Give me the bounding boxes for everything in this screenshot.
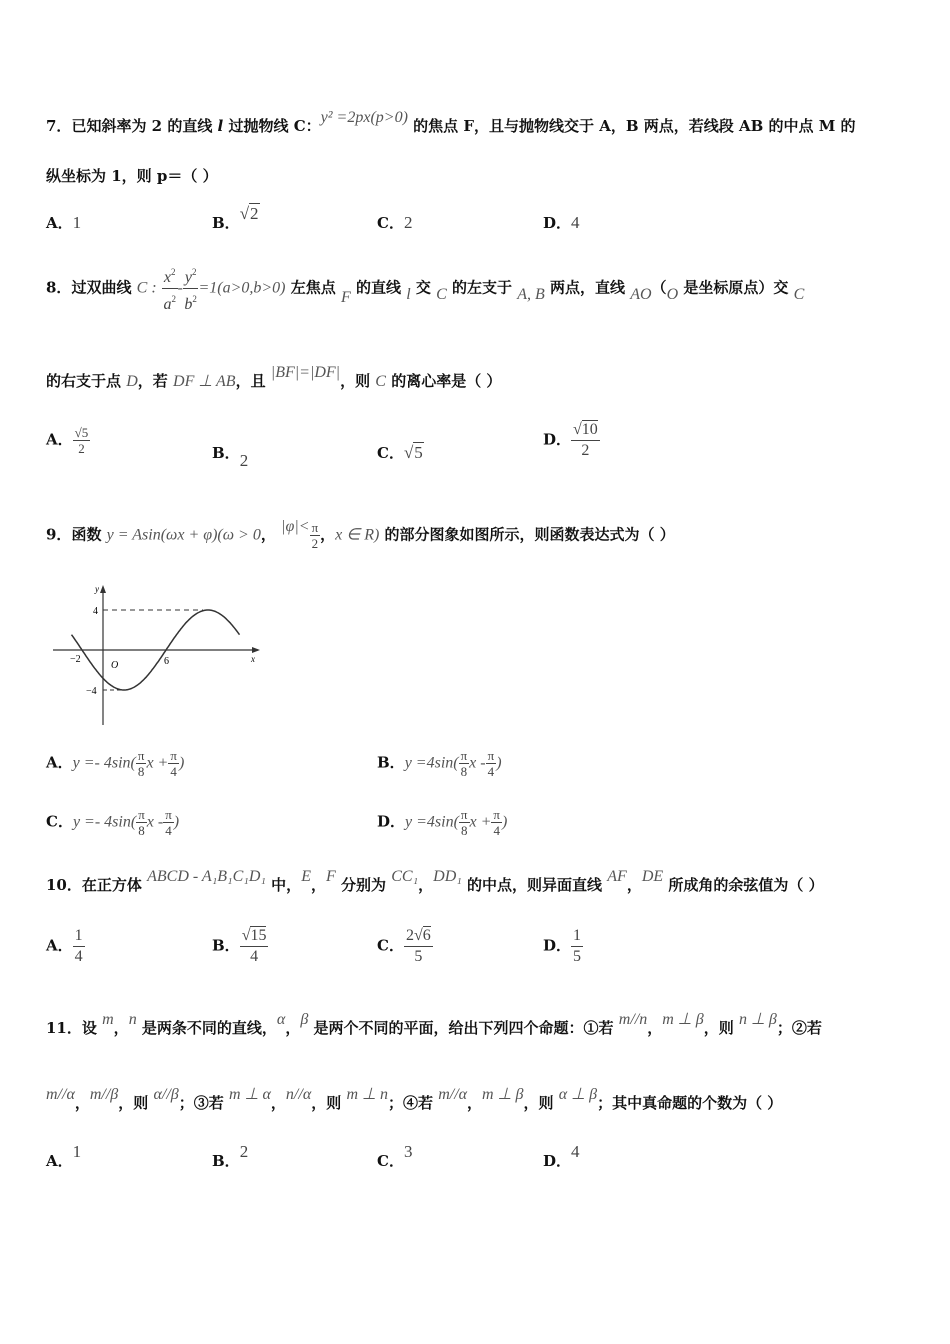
graph-x-label: x [251, 654, 255, 664]
q7-option-a-label: A． [46, 214, 73, 232]
q7-line2 [46, 165, 218, 186]
q9-sine-graph [48, 580, 268, 730]
q7-text1: 已知斜率为 2 的直线 [71, 117, 218, 135]
q9-option-c-frac1: $\frac{\pi}{8}$ [138, 807, 145, 838]
q11-option-c-value: 3 [403, 1142, 413, 1161]
q7-text2: 过抛物线 C： [223, 117, 321, 135]
q8-text9: 的右支于点 [46, 372, 127, 390]
q11-text9: ， [74, 1094, 90, 1112]
q11-option-a[interactable] [46, 1142, 82, 1171]
q9-option-c[interactable] [46, 807, 179, 838]
q11-e12: α ⊥ β [558, 1086, 598, 1103]
q8-l: l [406, 285, 411, 303]
q8-option-c-label: C． [377, 444, 404, 462]
q11-text3: 是两条不同的直线， [136, 1019, 277, 1037]
q8-c-label: C : [136, 279, 157, 297]
q11-m: m [102, 1011, 114, 1028]
q11-text6: ， [647, 1019, 663, 1037]
q8-option-b-value: 2 [239, 451, 249, 470]
q11-text15: ， [467, 1094, 483, 1112]
q9-option-b[interactable] [377, 748, 502, 779]
q9-option-d-frac1: $\frac{\pi}{8}$ [460, 807, 468, 838]
q9-option-a-frac2: $\frac{\pi}{4}$ [170, 748, 177, 779]
q10-option-d[interactable] [543, 926, 583, 967]
q8-AB: A, B [517, 285, 545, 303]
q8-text2: 左焦点 [285, 278, 341, 297]
q7-option-c-label: C． [377, 214, 404, 232]
q9-option-c-post: ) [173, 813, 180, 831]
q8-option-a-label: A． [46, 430, 73, 449]
q8-eqabs: |BF|=|DF| [270, 364, 341, 381]
q8-option-d[interactable] [543, 420, 600, 461]
q10-option-b[interactable] [212, 926, 268, 967]
q10-text2: 中， [265, 876, 302, 894]
q8-C3: C [375, 373, 386, 390]
q11-text2: ， [113, 1019, 129, 1037]
q10-DE: DE [641, 868, 664, 885]
q9-phi: |φ|< [281, 517, 310, 535]
q10-option-d-value: $\frac{1}{5}$ [573, 927, 582, 965]
q8-frac-x: $\frac{x^2}{a^2}$ [162, 262, 178, 315]
q9-option-d-post: ) [501, 813, 508, 831]
q8-O: O [666, 285, 679, 303]
q9-line1 [46, 517, 675, 551]
q9-option-d-label: D． [377, 812, 406, 831]
q11-e8: n//α [285, 1086, 312, 1103]
q8-perp: DF ⊥ AB [173, 373, 236, 390]
q7-text3: 的焦点 F，且与抛物线交于 A，B 两点，若线段 AB 的中点 M 的 [407, 117, 856, 135]
q8-text3: 的直线 [350, 278, 407, 297]
q8-option-c-value: √5 [403, 443, 423, 462]
q11-text4: ， [285, 1019, 301, 1037]
q9-option-b-pre: y =4sin( [404, 754, 459, 772]
q11-text8: ；②若 [776, 1019, 822, 1037]
q9-option-a-mid: x + [146, 754, 169, 772]
q9-option-b-post: ) [496, 754, 502, 772]
q7-option-c-value: 2 [403, 213, 413, 232]
q11-text10: ，则 [118, 1094, 154, 1112]
q8-text4: 交 [410, 278, 437, 297]
q9-option-a[interactable] [46, 748, 184, 779]
q7-option-b-label: B． [212, 214, 240, 232]
q11-number: 11． [46, 1019, 82, 1037]
graph-y-label: y [95, 584, 99, 594]
q8-line1: 8．过双曲线 C : $\frac{x^2}{a^2}$ - $\frac{y^2}{b^2}$ =1(a>0,b>0) 左焦点 F 的直线 l 交 C 的左支于 A, B 两点，直线 AO（O 是坐标原点）交 C [46, 262, 804, 315]
q8-eq-rest: =1(a>0,b>0) [198, 279, 286, 297]
q11-text5: 是两个不同的平面，给出下列四个命题：①若 [308, 1019, 619, 1037]
q11-e6: α//β [153, 1086, 179, 1103]
y-axis-arrow [100, 585, 106, 593]
q7-option-d-label: D． [543, 214, 572, 232]
q9-option-a-pre: y =- 4sin( [72, 754, 136, 772]
q7-l: l [217, 117, 224, 135]
q10-option-c[interactable] [377, 926, 433, 967]
q11-text1: 设 [81, 1019, 103, 1037]
q8-text13: 的离心率是（ ） [385, 372, 502, 390]
q8-option-b-label: B． [212, 444, 240, 462]
q10-text7: ， [626, 876, 642, 894]
q10-option-a-value: $\frac{1}{4}$ [74, 927, 83, 965]
q8-text12: ，则 [340, 372, 376, 390]
q10-text1: 在正方体 [81, 876, 148, 894]
q9-xr: x ∈ R) [335, 526, 380, 544]
q9-text3: ， [320, 525, 336, 544]
graph-tick-neg2: −2 [70, 654, 81, 665]
q9-option-b-label: B． [377, 753, 405, 772]
q11-e4: m//α [46, 1086, 75, 1103]
q8-text1: 过双曲线 [71, 278, 137, 297]
q11-beta: β [300, 1011, 309, 1028]
q7-option-d-value: 4 [571, 213, 580, 232]
q11-option-a-label: A． [46, 1152, 73, 1170]
q7-equation: y² =2px(p>0) [320, 109, 408, 126]
q11-text16: ，则 [523, 1094, 559, 1112]
q11-text7: ，则 [703, 1019, 739, 1037]
q9-pi-half: $\frac{\pi}{2}$ [311, 520, 319, 551]
q11-e10: m//α [438, 1086, 468, 1103]
q8-option-a-value: $\frac{√5}{2}$ [74, 425, 89, 456]
q8-option-a[interactable] [46, 425, 90, 456]
q9-option-a-post: ) [178, 754, 185, 772]
q10-text5: ， [418, 876, 434, 894]
q8-text8: 是坐标原点）交 [678, 278, 794, 297]
q10-E: E [301, 868, 311, 885]
q9-option-d-pre: y =4sin( [405, 813, 459, 831]
q10-text8: 所成角的余弦值为（ ） [663, 876, 824, 894]
q10-F: F [325, 868, 336, 885]
q7-option-a-value: 1 [72, 213, 82, 232]
q7-number: 7． [46, 117, 72, 135]
q9-option-c-pre: y =- 4sin( [72, 813, 137, 831]
q9-number: 9． [46, 525, 72, 544]
q10-option-b-label: B． [212, 936, 240, 955]
q10-option-c-value: $\frac{2√6}{5}$ [405, 927, 431, 965]
q7-option-c[interactable] [377, 212, 412, 233]
q10-AF: AF [607, 868, 627, 885]
q7-option-d[interactable] [543, 212, 580, 233]
q11-n: n [128, 1011, 137, 1028]
q11-text12: ， [270, 1094, 286, 1112]
q8-option-d-label: D． [543, 430, 572, 449]
q8-C2: C [793, 285, 805, 303]
q11-e2: m ⊥ β [662, 1011, 704, 1028]
q10-text3: ， [310, 876, 326, 894]
q8-D: D [126, 373, 138, 390]
q9-equation: y = Asin(ωx + φ)(ω > 0 [106, 526, 261, 544]
q11-alpha: α [276, 1011, 286, 1028]
q8-option-b[interactable] [212, 442, 249, 470]
q9-option-b-mid: x - [469, 754, 486, 772]
q11-text14: ；④若 [387, 1094, 439, 1112]
q9-option-b-frac2: $\frac{\pi}{4}$ [487, 748, 495, 779]
q10-option-a-label: A． [46, 936, 73, 955]
q9-option-a-label: A． [46, 753, 73, 772]
q10-number: 10． [46, 876, 82, 894]
q11-option-c[interactable] [377, 1142, 413, 1171]
q7-option-b[interactable] [212, 204, 260, 233]
q8-C: C [436, 285, 447, 303]
q8-text7: （ [651, 278, 667, 297]
q11-option-c-label: C． [377, 1152, 404, 1170]
q10-CC1: CC₁ [391, 868, 419, 885]
q8-option-d-value: $\frac{√10}{2}$ [573, 421, 598, 459]
q11-line2 [46, 1086, 783, 1113]
q7-option-b-value: √2 [239, 204, 259, 223]
q10-option-a[interactable] [46, 926, 85, 967]
q10-line1 [46, 868, 824, 895]
graph-tick-neg4: −4 [86, 686, 97, 697]
q11-option-a-value: 1 [72, 1142, 82, 1161]
q8-text5: 的左支于 [446, 278, 518, 297]
q10-cube: ABCD - A₁B₁C₁D₁ [147, 868, 266, 885]
q8-text11: ，且 [235, 372, 271, 390]
q9-option-a-frac1: $\frac{\pi}{8}$ [137, 748, 145, 779]
q10-DD1: DD₁ [433, 868, 462, 885]
q8-line2 [46, 364, 502, 391]
graph-origin-label: O [111, 660, 119, 671]
q8-frac-y: $\frac{y^2}{b^2}$ [183, 262, 199, 315]
q10-option-d-label: D． [543, 936, 572, 955]
q11-option-d[interactable] [543, 1142, 580, 1171]
q10-text4: 分别为 [335, 876, 392, 894]
q8-text10: ，若 [137, 372, 174, 390]
q11-e9: m ⊥ n [346, 1086, 388, 1103]
q11-e7: m ⊥ α [229, 1086, 271, 1103]
q9-text4: 的部分图象如图所示，则函数表达式为（ ） [379, 525, 675, 544]
graph-tick-6: 6 [164, 656, 169, 667]
q8-F: F [340, 288, 351, 306]
q11-text11: ；③若 [178, 1094, 230, 1112]
q9-option-d[interactable] [377, 807, 507, 838]
q8-option-c[interactable] [377, 442, 424, 463]
q7-text4: 纵坐标为 1，则 p＝（ ） [46, 167, 218, 185]
q11-option-d-label: D． [543, 1152, 572, 1170]
q9-option-d-mid: x + [469, 813, 492, 831]
q7-line1 [46, 109, 856, 136]
q11-e1: m//n [618, 1011, 648, 1028]
q9-text2: ， [260, 525, 276, 544]
q11-option-b-value: 2 [239, 1142, 249, 1161]
q11-text13: ，则 [311, 1094, 347, 1112]
q11-e3: n ⊥ β [738, 1011, 777, 1028]
q11-option-d-value: 4 [571, 1142, 580, 1161]
q9-option-b-frac1: $\frac{\pi}{8}$ [460, 748, 468, 779]
q9-option-c-frac2: $\frac{\pi}{4}$ [165, 807, 172, 838]
q10-option-b-value: $\frac{√15}{4}$ [241, 927, 267, 965]
q9-text1: 函数 [71, 525, 107, 544]
q11-text17: ；其中真命题的个数为（ ） [597, 1094, 783, 1112]
q9-option-d-frac2: $\frac{\pi}{4}$ [493, 807, 500, 838]
q9-option-c-label: C． [46, 812, 73, 831]
q11-e11: m ⊥ β [482, 1086, 524, 1103]
q11-option-b-label: B． [212, 1152, 240, 1170]
q11-option-b[interactable] [212, 1142, 249, 1171]
q10-text6: 的中点，则异面直线 [461, 876, 608, 894]
q8-number: 8． [46, 278, 72, 297]
q8-text6: 两点，直线 [544, 278, 631, 297]
q8-AO: AO [630, 285, 652, 303]
graph-tick-4: 4 [93, 606, 98, 617]
q11-e5: m//β [89, 1086, 119, 1103]
x-axis-arrow [252, 647, 260, 653]
q9-option-c-mid: x - [146, 813, 164, 831]
q11-line1 [46, 1011, 822, 1038]
q10-option-c-label: C． [377, 936, 404, 955]
q7-option-a[interactable] [46, 212, 81, 233]
